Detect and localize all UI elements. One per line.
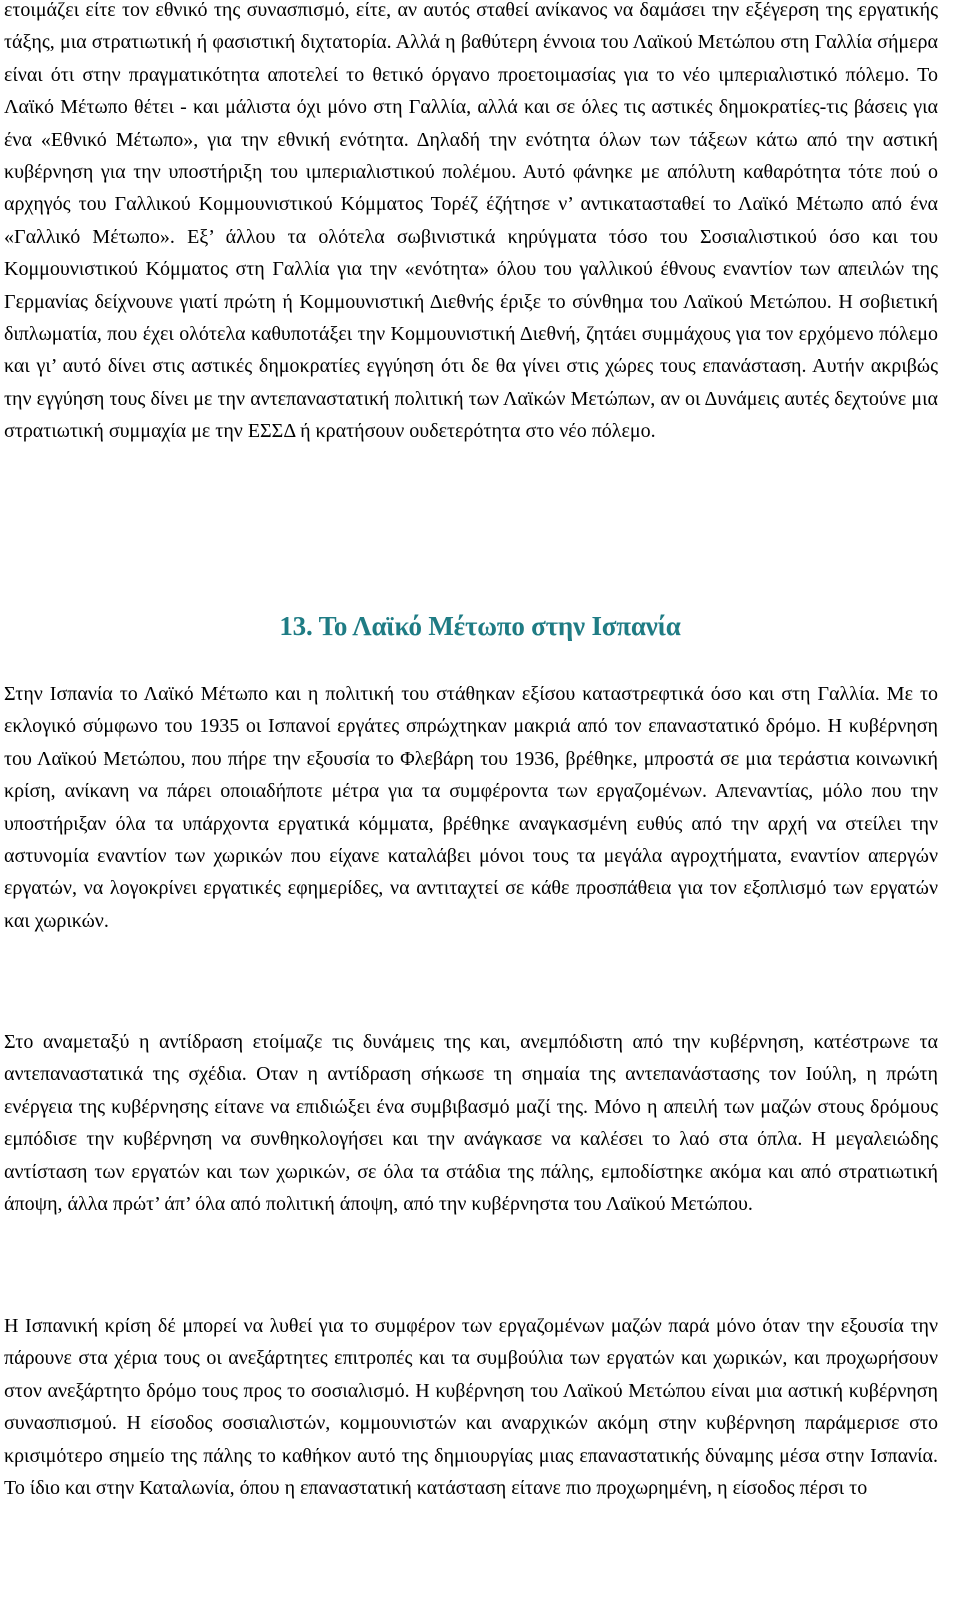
paragraph-spain-1: Στην Ισπανία το Λαϊκό Μέτωπο και η πολιτική του στάθηκαν εξίσου καταστρεφτικά όσο και στη Γαλλία. Με το εκλογικό σύμφωνο του 1935 οι Ισπανοί εργάτες σπρώχτηκαν μακριά από τον επαναστατικό δρόμο. Η κυβέρνηση του Λαϊκού Μετώπου, που πήρε την εξουσία το Φλεβάρη του 1936, βρέθηκε, μπροστά σε μια τεράστια κοινωνική κρίση, ανίκανη να πάρει οποιαδήποτε μέτρα για τα συμφέροντα των εργαζομένων. Απεναντίας, μόλο που την υποστήριξαν όλα τα υπάρχοντα εργατικά κόμματα, βρέθηκε αναγκασμένη ευθύς από την αρχή να στείλει την αστυνομία εναντίον των χωρικών που είχανε καταλάβει μόνοι τους τα μεγάλα αγροχτήματα, εναντίον απεργών εργατών, να λογοκρίνει εργατικές εφημερίδες, να αντιταχτεί σε κάθε προσπάθεια για τον εξοπλισμό των εργατών και χωρικών. — [4, 683, 938, 932]
paragraph-spain-3: Η Ισπανική κρίση δέ μπορεί να λυθεί για το συμφέρον των εργαζομένων μαζών παρά μόνο όταν την εξουσία την πάρουνε στα χέρια τους οι ανεξάρτητες επιτροπές και τα συμβούλια των εργατών και χωρικών, και προχωρήσουν στον ανεξάρτητο δρόμο τους προς το σοσιαλισμό. Η κυβέρνηση του Λαϊκού Μετώπου είναι μια αστική κυβέρνηση συνασπισμού. Η είσοδος σοσιαλιστών, κομμουνιστών και αναρχικών ακόμη στην κυβέρνηση παράμερισε στο κρισιμότερο σημείο της πάλης το καθήκον αυτό της δημιουργίας μιας επαναστατικής δύναμης μέσα στην Ισπανία. Το ίδιο και στην Καταλωνία, όπου η επαναστατική κατάσταση είτανε πιο προχωρημένη, η είσοδος πέρσι το — [4, 1315, 938, 1500]
section-heading: 13. Το Λαϊκό Μέτωπο στην Ισπανία — [279, 611, 681, 641]
paragraph-intro: ετοιμάζει είτε τον εθνικό της συνασπισμό, είτε, αν αυτός σταθεί ανίκανος να δαμάσει την εξέγερση της εργατικής τάξης, μια στρατιωτική ή φασιστική διχτατορία. Αλλά η βαθύτερη έννοια του Λαϊκού Μετώπου στη Γαλλία σήμερα είναι ότι στην πραγματικότητα αποτελεί το θετικό όργανο προετοιμασίας για το νέο ιμπεριαλιστικό πόλεμο. Το Λαϊκό Μέτωπο θέτει - και μάλιστα όχι μόνο στη Γαλλία, αλλά και σε όλες τις αστικές δημοκρατίες-τις βάσεις για ένα «Εθνικό Μέτωπο», για την εθνική ενότητα. Δηλαδή την ενότητα όλων των τάξεων κάτω από την αστική κυβέρνηση για την υποστήριξη του ιμπεριαλιστικού πολέμου. Αυτό φάνηκε με απόλυτη καθαρότητα τότε πού ο αρχηγός του Γαλλικού Κομμουνιστικού Κόμματος Τορέζ έζήτησε ν’ αντικατασταθεί το Λαϊκό Μέτωπο από ένα «Γαλλικό Μέτωπο». Εξ’ άλλου τα ολότελα σωβινιστικά κηρύγματα τόσο του Σοσιαλιστικού όσο και του Κομμουνιστικού Κόμματος στη Γαλλία για την «ενότητα» όλου του γαλλικού έθνους εναντίον των απειλών της Γερμανίας δείχνουνε γιατί πρώτη ή Κομμουνιστική Διεθνής έριξε το σύνθημα του Λαϊκού Μετώπου. Η σοβιετική διπλωματία, που έχει ολότελα καθυποτάξει την Κομμουνιστική Διεθνή, ζητάει συμμάχους για τον ερχόμενο πόλεμο και γι’ αυτό δίνει στις αστικές δημοκρατίες εγγύηση ότι δε θα γίνει στις χώρες τους επανάσταση. Αυτήν ακριβώς την εγγύηση τους δίνει με την αντεπαναστατική πολιτική των Λαϊκών Μετώπων, αν οι Δυνάμεις αυτές δεχτούνε μια στρατιωτική συμμαχία με την ΕΣΣΔ ή κρατήσουν ουδετερότητα στο νέο πόλεμο. — [4, 0, 938, 443]
paragraph-spain-2: Στο αναμεταξύ η αντίδραση ετοίμαζε τις δυνάμεις της και, ανεμπόδιστη από την κυβέρνηση, κατέστρωνε τα αντεπαναστατικά της σχέδια. Οταν η αντίδραση σήκωσε τη σημαία της αντεπανάστασης τον Ιούλη, η πρώτη ενέργεια της κυβέρνησης είτανε να επιδιώξει ένα συμβιβασμό μαζί της. Μόνο η απειλή των μαζών στους δρόμους εμπόδισε την κυβέρνηση να συνθηκολογήσει και την ανάγκασε να καλέσει το λαό στα όπλα. Η μεγαλειώδης αντίσταση των εργατών και των χωρικών, σε όλα τα στάδια της πάλης, εμποδίστηκε ακόμα και από στρατιωτική άποψη, άλλα πρώτ’ άπ’ όλα από πολιτική άποψη, από την κυβέρνηστα του Λαϊκού Μετώπου. — [4, 1031, 938, 1216]
